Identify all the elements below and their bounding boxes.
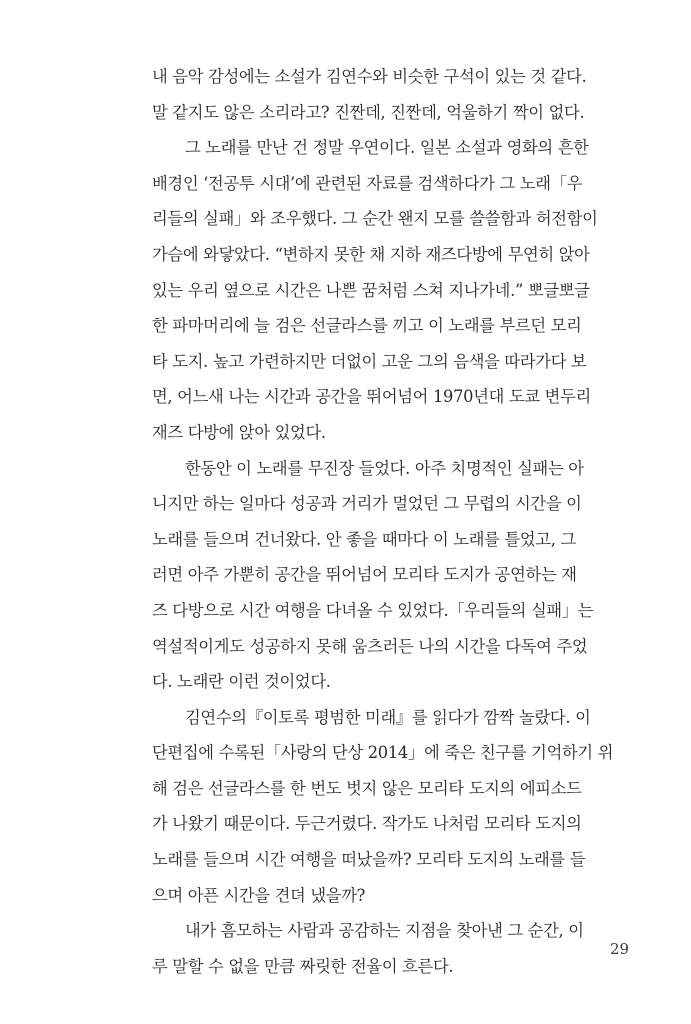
text-line: 리들의 실패」와 조우했다. 그 순간 왠지 모를 쓸쓸함과 허전함이 xyxy=(152,209,598,229)
text-line: 노래를 들으며 건너왔다. 안 좋을 때마다 이 노래를 틀었고, 그 xyxy=(152,529,576,549)
text-line: 재즈 다방에 앉아 있었다. xyxy=(152,422,326,442)
text-line: 해 검은 선글라스를 한 번도 벗지 않은 모리타 도지의 에피소드 xyxy=(152,778,582,798)
text-line: 있는 우리 옆으로 시간은 나쁜 꿈처럼 스쳐 지나가네.” 뽀글뽀글 xyxy=(152,280,590,300)
body-text xyxy=(152,59,632,984)
text-line: 말 같지도 않은 소리라고? 진짠데, 진짠데, 억울하기 짝이 없다. xyxy=(152,102,585,122)
text-line: 타 도지. 높고 가련하지만 더없이 고운 그의 음색을 따라가다 보 xyxy=(152,351,587,371)
text-line: 즈 다방으로 시간 여행을 다녀올 수 있었다.「우리들의 실패」는 xyxy=(152,600,594,620)
text-line: 으며 아픈 시간을 견뎌 냈을까? xyxy=(152,885,366,905)
text-line: 역설적이게도 성공하지 못해 움츠러든 나의 시간을 다독여 주었 xyxy=(152,636,588,656)
paragraph-first-line: 내가 흠모하는 사람과 공감하는 지점을 찾아낸 그 순간, 이 xyxy=(185,921,584,941)
text-line: 가슴에 와닿았다. “변하지 못한 채 지하 재즈다방에 무연히 앉아 xyxy=(152,244,590,264)
text-line: 한 파마머리에 늘 검은 선글라스를 끼고 이 노래를 부르던 모리 xyxy=(152,316,582,336)
text-line: 배경인 ‘전공투 시대’에 관련된 자료를 검색하다가 그 노래「우 xyxy=(152,173,583,193)
paragraph-first-line: 한동안 이 노래를 무진장 들었다. 아주 치명적인 실패는 아 xyxy=(185,458,584,478)
text-line: 단편집에 수록된「사랑의 단상 2014」에 죽은 친구를 기억하기 위 xyxy=(152,743,614,763)
text-line: 내 음악 감성에는 소설가 김연수와 비슷한 구석이 있는 것 같다. xyxy=(152,67,587,86)
text-line: 니지만 하는 일마다 성공과 거리가 멀었던 그 무렵의 시간을 이 xyxy=(152,494,582,514)
page-number: 29 xyxy=(610,940,630,958)
text-line: 러면 아주 가뿐히 공간을 뛰어넘어 모리타 도지가 공연하는 재 xyxy=(152,565,577,585)
text-line: 면, 어느새 나는 시간과 공간을 뛰어넘어 1970년대 도쿄 변두리 xyxy=(152,387,591,407)
paragraph-first-line: 그 노래를 만난 건 정말 우연이다. 일본 소설과 영화의 흔한 xyxy=(185,138,589,158)
text-line: 가 나왔기 때문이다. 두근거렸다. 작가도 나처럼 모리타 도지의 xyxy=(152,814,582,834)
paragraph-first-line: 김연수의『이토록 평범한 미래』를 읽다가 깜짝 놀랐다. 이 xyxy=(185,707,591,727)
text-line: 다. 노래란 이런 것이었다. xyxy=(152,672,331,692)
text-line: 루 말할 수 없을 만큼 짜릿한 전율이 흐른다. xyxy=(152,956,454,976)
text-line: 노래를 들으며 시간 여행을 떠났을까? 모리타 도지의 노래를 들 xyxy=(152,850,586,870)
